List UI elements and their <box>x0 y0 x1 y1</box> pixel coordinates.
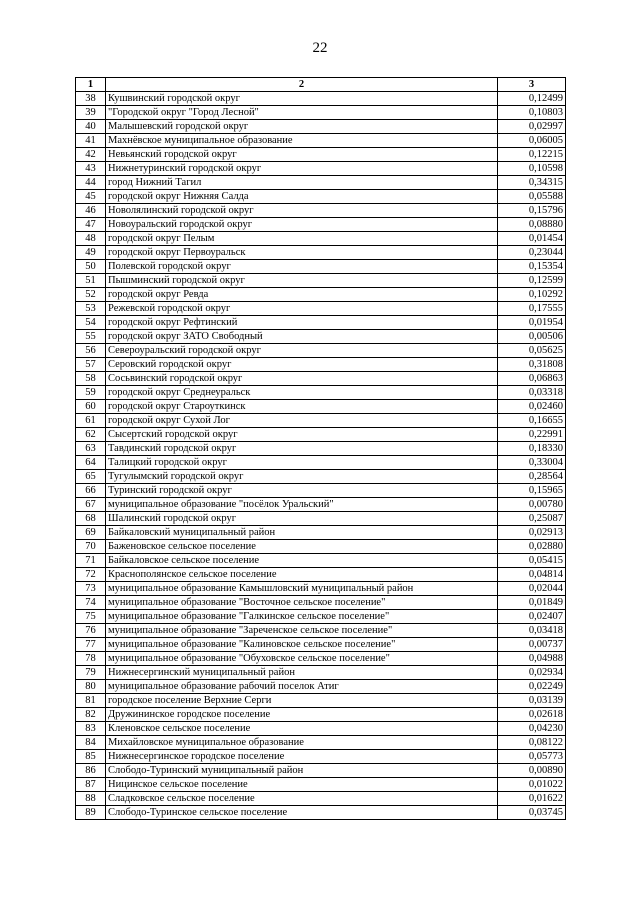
table-row <box>76 680 566 694</box>
row-number: 50 <box>76 260 106 274</box>
row-coefficient: 0,04230 <box>498 722 566 736</box>
row-municipality: Нижнетуринский городской округ <box>106 162 498 176</box>
row-municipality: городской округ Сухой Лог <box>106 414 498 428</box>
row-number: 78 <box>76 652 106 666</box>
row-municipality: Тавдинский городской округ <box>106 442 498 456</box>
row-municipality: муниципальное образование "Калиновское сельское поселение" <box>106 638 498 652</box>
table-row <box>76 134 566 148</box>
row-coefficient: 0,04988 <box>498 652 566 666</box>
table-row <box>76 554 566 568</box>
table-row <box>76 456 566 470</box>
row-coefficient: 0,12499 <box>498 92 566 106</box>
row-municipality: городской округ Пелым <box>106 232 498 246</box>
row-number: 80 <box>76 680 106 694</box>
row-coefficient: 0,02880 <box>498 540 566 554</box>
row-municipality: Слободо-Туринское сельское поселение <box>106 806 498 820</box>
row-municipality: Пышминский городской округ <box>106 274 498 288</box>
column-header-name: 2 <box>106 78 498 92</box>
row-municipality: городской округ Первоуральск <box>106 246 498 260</box>
row-number: 77 <box>76 638 106 652</box>
row-number: 55 <box>76 330 106 344</box>
row-coefficient: 0,10292 <box>498 288 566 302</box>
row-number: 75 <box>76 610 106 624</box>
row-municipality: городской округ Нижняя Салда <box>106 190 498 204</box>
row-number: 61 <box>76 414 106 428</box>
row-municipality: Тугулымский городской округ <box>106 470 498 484</box>
row-coefficient: 0,00737 <box>498 638 566 652</box>
row-municipality: муниципальное образование "Восточное сельское поселение" <box>106 596 498 610</box>
row-coefficient: 0,15354 <box>498 260 566 274</box>
row-number: 84 <box>76 736 106 750</box>
table-row <box>76 316 566 330</box>
row-number: 44 <box>76 176 106 190</box>
row-number: 68 <box>76 512 106 526</box>
row-coefficient: 0,01622 <box>498 792 566 806</box>
table-row <box>76 274 566 288</box>
row-municipality: Михайловское муниципальное образование <box>106 736 498 750</box>
row-number: 54 <box>76 316 106 330</box>
row-number: 69 <box>76 526 106 540</box>
row-number: 45 <box>76 190 106 204</box>
row-coefficient: 0,05588 <box>498 190 566 204</box>
row-coefficient: 0,31808 <box>498 358 566 372</box>
row-coefficient: 0,17555 <box>498 302 566 316</box>
row-municipality: Полевской городской округ <box>106 260 498 274</box>
table-header-row <box>76 78 566 92</box>
row-number: 63 <box>76 442 106 456</box>
row-number: 89 <box>76 806 106 820</box>
table-row <box>76 372 566 386</box>
row-municipality: Новоуральский городской округ <box>106 218 498 232</box>
row-coefficient: 0,10598 <box>498 162 566 176</box>
row-number: 83 <box>76 722 106 736</box>
table-row <box>76 568 566 582</box>
row-municipality: муниципальное образование "посёлок Уральский" <box>106 498 498 512</box>
table-row <box>76 176 566 190</box>
row-number: 88 <box>76 792 106 806</box>
row-number: 49 <box>76 246 106 260</box>
row-municipality: город Нижний Тагил <box>106 176 498 190</box>
row-coefficient: 0,12215 <box>498 148 566 162</box>
row-municipality: городской округ Староуткинск <box>106 400 498 414</box>
row-number: 65 <box>76 470 106 484</box>
row-number: 39 <box>76 106 106 120</box>
table-row <box>76 638 566 652</box>
row-number: 74 <box>76 596 106 610</box>
row-coefficient: 0,02460 <box>498 400 566 414</box>
table-row <box>76 778 566 792</box>
row-coefficient: 0,06863 <box>498 372 566 386</box>
row-municipality: Слободо-Туринский муниципальный район <box>106 764 498 778</box>
table-row <box>76 596 566 610</box>
row-municipality: Талицкий городской округ <box>106 456 498 470</box>
row-coefficient: 0,03745 <box>498 806 566 820</box>
row-municipality: Серовский городской округ <box>106 358 498 372</box>
row-municipality: Ницинское сельское поселение <box>106 778 498 792</box>
row-municipality: Режевской городской округ <box>106 302 498 316</box>
row-municipality: муниципальное образование "Обуховское сельское поселение" <box>106 652 498 666</box>
column-header-value: 3 <box>498 78 566 92</box>
table-row <box>76 624 566 638</box>
row-number: 43 <box>76 162 106 176</box>
row-municipality: муниципальное образование Камышловский муниципальный район <box>106 582 498 596</box>
row-coefficient: 0,02249 <box>498 680 566 694</box>
row-municipality: городской округ Рефтинский <box>106 316 498 330</box>
row-municipality: муниципальное образование "Галкинское сельское поселение" <box>106 610 498 624</box>
row-coefficient: 0,02044 <box>498 582 566 596</box>
row-number: 81 <box>76 694 106 708</box>
row-municipality: Невьянский городской округ <box>106 148 498 162</box>
table-row <box>76 386 566 400</box>
row-number: 60 <box>76 400 106 414</box>
row-coefficient: 0,06005 <box>498 134 566 148</box>
table-row <box>76 288 566 302</box>
row-coefficient: 0,22991 <box>498 428 566 442</box>
table-row <box>76 246 566 260</box>
table-row <box>76 666 566 680</box>
table-row <box>76 232 566 246</box>
row-municipality: городской округ Среднеуральск <box>106 386 498 400</box>
row-coefficient: 0,15965 <box>498 484 566 498</box>
table-row <box>76 428 566 442</box>
row-municipality: Туринский городской округ <box>106 484 498 498</box>
row-municipality: городской округ ЗАТО Свободный <box>106 330 498 344</box>
row-municipality: муниципальное образование "Зареченское сельское поселение" <box>106 624 498 638</box>
row-coefficient: 0,02913 <box>498 526 566 540</box>
row-coefficient: 0,15796 <box>498 204 566 218</box>
row-municipality: Краснополянское сельское поселение <box>106 568 498 582</box>
row-coefficient: 0,16655 <box>498 414 566 428</box>
row-number: 71 <box>76 554 106 568</box>
table-row <box>76 400 566 414</box>
row-municipality: Сладковское сельское поселение <box>106 792 498 806</box>
table-row <box>76 92 566 106</box>
row-number: 41 <box>76 134 106 148</box>
row-number: 66 <box>76 484 106 498</box>
row-coefficient: 0,00780 <box>498 498 566 512</box>
row-coefficient: 0,25087 <box>498 512 566 526</box>
row-number: 51 <box>76 274 106 288</box>
row-municipality: Нижнесергинский муниципальный район <box>106 666 498 680</box>
row-coefficient: 0,01849 <box>498 596 566 610</box>
table-row <box>76 498 566 512</box>
row-municipality: муниципальное образование рабочий поселок Атиг <box>106 680 498 694</box>
table-row <box>76 582 566 596</box>
row-number: 42 <box>76 148 106 162</box>
row-coefficient: 0,18330 <box>498 442 566 456</box>
row-number: 82 <box>76 708 106 722</box>
allocation-table <box>75 77 566 820</box>
row-municipality: Новолялинский городской округ <box>106 204 498 218</box>
row-number: 46 <box>76 204 106 218</box>
row-municipality: Кленовское сельское поселение <box>106 722 498 736</box>
row-coefficient: 0,05415 <box>498 554 566 568</box>
row-coefficient: 0,01454 <box>498 232 566 246</box>
row-municipality: Дружининское городское поселение <box>106 708 498 722</box>
table-row <box>76 190 566 204</box>
row-number: 62 <box>76 428 106 442</box>
table-row <box>76 442 566 456</box>
row-number: 40 <box>76 120 106 134</box>
page-number: 22 <box>312 40 328 56</box>
row-number: 47 <box>76 218 106 232</box>
row-municipality: Нижнесергинское городское поселение <box>106 750 498 764</box>
row-municipality: Кушвинский городской округ <box>106 92 498 106</box>
row-coefficient: 0,03318 <box>498 386 566 400</box>
row-coefficient: 0,08122 <box>498 736 566 750</box>
row-municipality: городской округ Ревда <box>106 288 498 302</box>
table-row <box>76 302 566 316</box>
row-number: 67 <box>76 498 106 512</box>
row-number: 79 <box>76 666 106 680</box>
row-coefficient: 0,00890 <box>498 764 566 778</box>
row-number: 64 <box>76 456 106 470</box>
table-row <box>76 722 566 736</box>
row-municipality: Шалинский городской округ <box>106 512 498 526</box>
table-row <box>76 652 566 666</box>
row-municipality: Байкаловский муниципальный район <box>106 526 498 540</box>
row-number: 86 <box>76 764 106 778</box>
row-municipality: Байкаловское сельское поселение <box>106 554 498 568</box>
row-number: 52 <box>76 288 106 302</box>
row-coefficient: 0,00506 <box>498 330 566 344</box>
row-coefficient: 0,34315 <box>498 176 566 190</box>
row-number: 38 <box>76 92 106 106</box>
row-number: 48 <box>76 232 106 246</box>
row-coefficient: 0,02997 <box>498 120 566 134</box>
row-coefficient: 0,03418 <box>498 624 566 638</box>
row-coefficient: 0,04814 <box>498 568 566 582</box>
row-number: 70 <box>76 540 106 554</box>
row-number: 57 <box>76 358 106 372</box>
row-number: 72 <box>76 568 106 582</box>
row-coefficient: 0,05625 <box>498 344 566 358</box>
row-coefficient: 0,28564 <box>498 470 566 484</box>
row-coefficient: 0,08880 <box>498 218 566 232</box>
row-coefficient: 0,12599 <box>498 274 566 288</box>
row-coefficient: 0,05773 <box>498 750 566 764</box>
row-coefficient: 0,01954 <box>498 316 566 330</box>
row-coefficient: 0,01022 <box>498 778 566 792</box>
table-row <box>76 750 566 764</box>
row-municipality: Махнёвское муниципальное образование <box>106 134 498 148</box>
row-coefficient: 0,02407 <box>498 610 566 624</box>
row-municipality: Сосьвинский городской округ <box>106 372 498 386</box>
table-row <box>76 106 566 120</box>
row-coefficient: 0,03139 <box>498 694 566 708</box>
row-coefficient: 0,23044 <box>498 246 566 260</box>
row-number: 87 <box>76 778 106 792</box>
table-row <box>76 120 566 134</box>
row-municipality: Баженовское сельское поселение <box>106 540 498 554</box>
row-coefficient: 0,10803 <box>498 106 566 120</box>
table-row <box>76 736 566 750</box>
row-municipality: Малышевский городской округ <box>106 120 498 134</box>
row-municipality: Сысертский городской округ <box>106 428 498 442</box>
table-row <box>76 260 566 274</box>
row-number: 59 <box>76 386 106 400</box>
table-row <box>76 148 566 162</box>
table-row <box>76 806 566 820</box>
row-municipality: Североуральский городской округ <box>106 344 498 358</box>
table-row <box>76 694 566 708</box>
table-row <box>76 792 566 806</box>
row-coefficient: 0,02618 <box>498 708 566 722</box>
table-row <box>76 764 566 778</box>
row-number: 76 <box>76 624 106 638</box>
table-row <box>76 708 566 722</box>
table-row <box>76 414 566 428</box>
table-row <box>76 526 566 540</box>
table-row <box>76 512 566 526</box>
table-row <box>76 540 566 554</box>
table-row <box>76 610 566 624</box>
table-row <box>76 344 566 358</box>
table-row <box>76 162 566 176</box>
table-row <box>76 218 566 232</box>
table-row <box>76 484 566 498</box>
row-number: 56 <box>76 344 106 358</box>
row-municipality: городское поселение Верхние Серги <box>106 694 498 708</box>
row-number: 85 <box>76 750 106 764</box>
row-number: 58 <box>76 372 106 386</box>
row-number: 73 <box>76 582 106 596</box>
row-number: 53 <box>76 302 106 316</box>
table-row <box>76 358 566 372</box>
row-municipality: "Городской округ "Город Лесной" <box>106 106 498 120</box>
table-row <box>76 330 566 344</box>
table-row <box>76 470 566 484</box>
column-header-number: 1 <box>76 78 106 92</box>
table-row <box>76 204 566 218</box>
row-coefficient: 0,33004 <box>498 456 566 470</box>
row-coefficient: 0,02934 <box>498 666 566 680</box>
